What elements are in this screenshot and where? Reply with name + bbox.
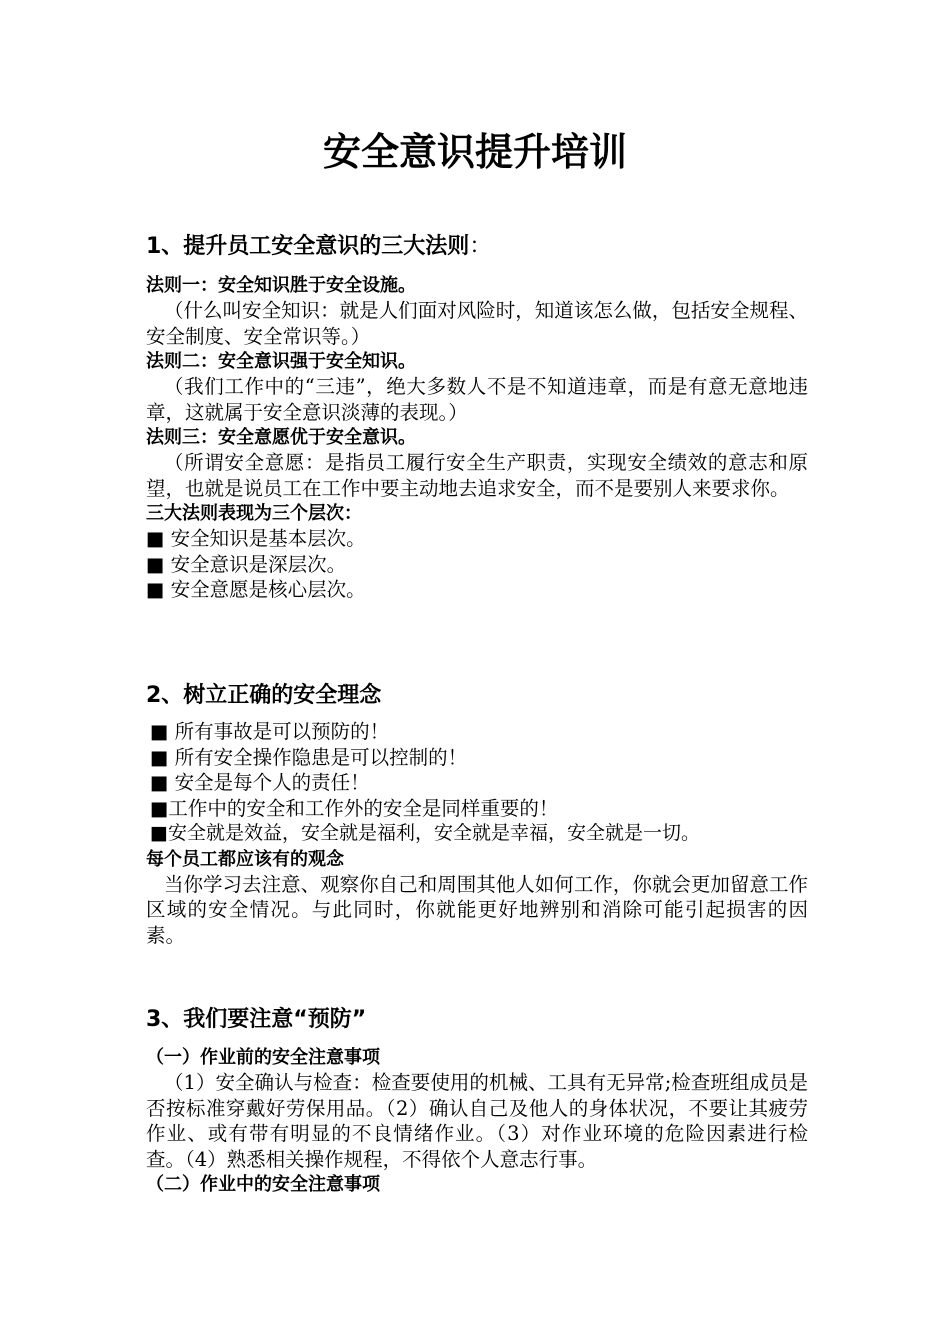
level-item-3: ■ 安全意愿是核心层次。 (146, 578, 366, 601)
principle-item-4: ■工作中的安全和工作外的安全是同样重要的！ (150, 796, 559, 820)
rule-2-title: 法则二：安全意识强于安全知识。 (146, 351, 416, 372)
subsection-1-text: （1）安全确认与检查：检查要使用的机械、工具有无异常;检查班组成员是否按标准穿戴好劳保用品。（2）确认自己及他人的身体状况，不要让其疲劳作业、或有带有明显的不良情绪作业。（3）对作业环境的危险因素进行检查。（4）熟悉相关操作规程，不得依个人意志行事。 (146, 1071, 808, 1171)
concept-text: 当你学习去注意、观察你自己和周围其他人如何工作，你就会更加留意工作区域的安全情况。与此同时，你就能更好地辨别和消除可能引起损害的因素。 (146, 872, 808, 947)
section-1-heading-colon: ： (469, 234, 492, 259)
principle-item-5: ■安全就是效益，安全就是福利，安全就是幸福，安全就是一切。 (150, 822, 700, 844)
section-1-heading (146, 232, 826, 262)
section-3-heading: 3、我们要注意“预防” (146, 1007, 367, 1032)
page-title: 安全意识提升培训 (322, 129, 627, 174)
rule-3-title: 法则三：安全意愿优于安全意识。 (146, 427, 416, 448)
principle-item-2: ■ 所有安全操作隐患是可以控制的！ (150, 745, 468, 769)
subsection-1-title: （一）作业前的安全注意事项 (146, 1047, 380, 1068)
principle-item-1: ■ 所有事故是可以预防的！ (150, 720, 390, 743)
rule-1-title: 法则一：安全知识胜于安全设施。 (146, 275, 416, 296)
section-2-body (146, 719, 808, 948)
level-item-2: ■ 安全意识是深层次。 (146, 552, 347, 576)
section-1-body (146, 273, 808, 603)
levels-title: 三大法则表现为三个层次： (146, 503, 362, 524)
section-1-heading-text: 1、提升员工安全意识的三大法则 (146, 234, 470, 259)
subsection-2-title: （二）作业中的安全注意事项 (146, 1174, 380, 1195)
rule-3-text: （所谓安全意愿：是指员工履行安全生产职责，实现安全绩效的意志和原望，也就是说员工在工作中要主动地去追求安全，而不是要别人来要求你。 (146, 451, 808, 500)
rule-1-text: （什么叫安全知识：就是人们面对风险时，知道该怎么做，包括安全规程、安全制度、安全常识等。） (146, 299, 808, 348)
concept-title: 每个员工都应该有的观念 (146, 848, 344, 870)
principle-item-3: ■ 安全是每个人的责任！ (150, 771, 370, 794)
rule-2-text: （我们工作中的“三违”，绝大多数人不是不知道违章，而是有意无意地违章，这就属于安全意识淡薄的表现。） (146, 375, 808, 424)
section-2-heading: 2、树立正确的安全理念 (146, 683, 382, 708)
level-item-1: ■ 安全知识是基本层次。 (146, 527, 366, 550)
section-3-body (146, 1045, 808, 1197)
